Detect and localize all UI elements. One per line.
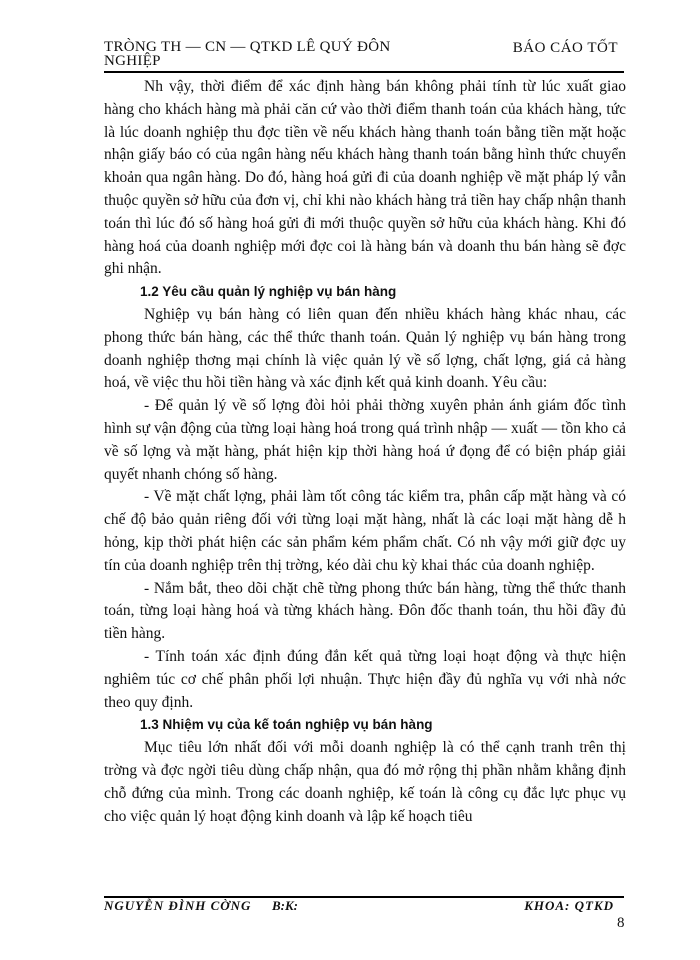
header-rule (104, 71, 624, 73)
page-header (104, 40, 624, 74)
footer-author: NGUYỄN ĐÌNH CỜNG (104, 898, 252, 912)
paragraph: Nghiệp vụ bán hàng có liên quan đến nhiều khách hàng khác nhau, các phong thức bán hàng, các thể thức thanh toán. Quản lý nghiệp vụ bán hàng trong doanh nghiệp thơng mại chính là việc quản lý về số lợng, chất lợng, giá cả hàng hoá, về việc thu hồi tiền hàng và xác định kết quả kinh doanh. Yêu cầu: (104, 305, 626, 392)
paragraph: Mục tiêu lớn nhất đối với mỗi doanh nghiệp là có thể cạnh tranh trên thị trờng và đợc ngời tiêu dùng chấp nhận, qua đó mở rộng thị phần nhằm khẳng định chỗ đứng của mình. Trong các doanh nghiệp, kế toán là công cụ đắc lực phục vụ cho việc quản lý hoạt động kinh doanh và lập kế hoạch tiêu (104, 739, 626, 825)
paragraph: - Để quản lý về số lợng đòi hỏi phải thờng xuyên phản ánh giám đốc tình hình sự vận động của từng loại hàng hoá trong quá trình nhập — xuất — tồn kho cả về số lợng và mặt hàng, phát hiện kịp thời hàng hoá ứ đọng để có biện pháp giải quyết nhanh chóng số hàng. (104, 397, 626, 483)
page-footer (104, 898, 624, 912)
page-number: 8 (617, 915, 625, 931)
header-report-title: BÁO CÁO TỐT (512, 40, 618, 56)
header-school-title: TRÒNG TH — CN — QTKD LÊ QUÝ ĐÔN NGHIỆP (104, 39, 391, 69)
paragraph: - Tính toán xác định đúng đắn kết quả từng loại hoạt động và thực hiện nghiêm túc cơ chế phân phối lợi nhuận. Thực hiện đầy đủ nghĩa vụ với nhà nớc theo quy định. (104, 647, 626, 711)
paragraph: - Nắm bắt, theo dõi chặt chẽ từng phong thức bán hàng, từng thể thức thanh toán, từng loại hàng hoá và từng khách hàng. Đôn đốc thanh toán, thu hồi đầy đủ tiền hàng. (104, 579, 626, 643)
page-body (104, 76, 626, 828)
paragraph: - Về mặt chất lợng, phải làm tốt công tác kiểm tra, phân cấp mặt hàng và có chế độ bảo quản riêng đối với từng loại mặt hàng, nhất là các loại mặt hàng dễ h hỏng, kịp thời phát hiện các sản phẩm kém phẩm chất. Có nh vậy mới giữ đợc uy tín của doanh nghiệp trên thị trờng, kéo dài chu kỳ khai thác của doanh nghiệp. (104, 488, 626, 574)
footer-faculty: KHOA: QTKD (524, 898, 614, 912)
section-heading-1-2: 1.2 Yêu cầu quản lý nghiệp vụ bán hàng (140, 284, 397, 300)
section-heading-1-3: 1.3 Nhiệm vụ của kế toán nghiệp vụ bán hàng (140, 717, 433, 733)
footer-course: B:K: (272, 898, 298, 912)
paragraph: Nh vậy, thời điểm để xác định hàng bán không phải tính từ lúc xuất giao hàng cho khách hàng mà phải căn cứ vào thời điểm thanh toán của khách hàng, tức là lúc doanh nghiệp thu đợc tiền về nếu khách hàng thanh toán bằng tiền mặt hoặc nhận giấy báo có của ngân hàng nếu khách hàng thanh toán bằng hình thức chuyển khoản qua ngân hàng. Do đó, hàng hoá gửi đi của doanh nghiệp về mặt pháp lý vẫn thuộc quyền sở hữu của đơn vị, chỉ khi nào khách hàng trả tiền hay chấp nhận thanh toán thì lúc đó số hàng hoá gửi đi mới thuộc quyền sở hữu của khách hàng. Khi đó hàng hoá của doanh nghiệp mới đợc coi là hàng bán và doanh thu bán hàng sẽ đợc ghi nhận. (104, 78, 626, 278)
